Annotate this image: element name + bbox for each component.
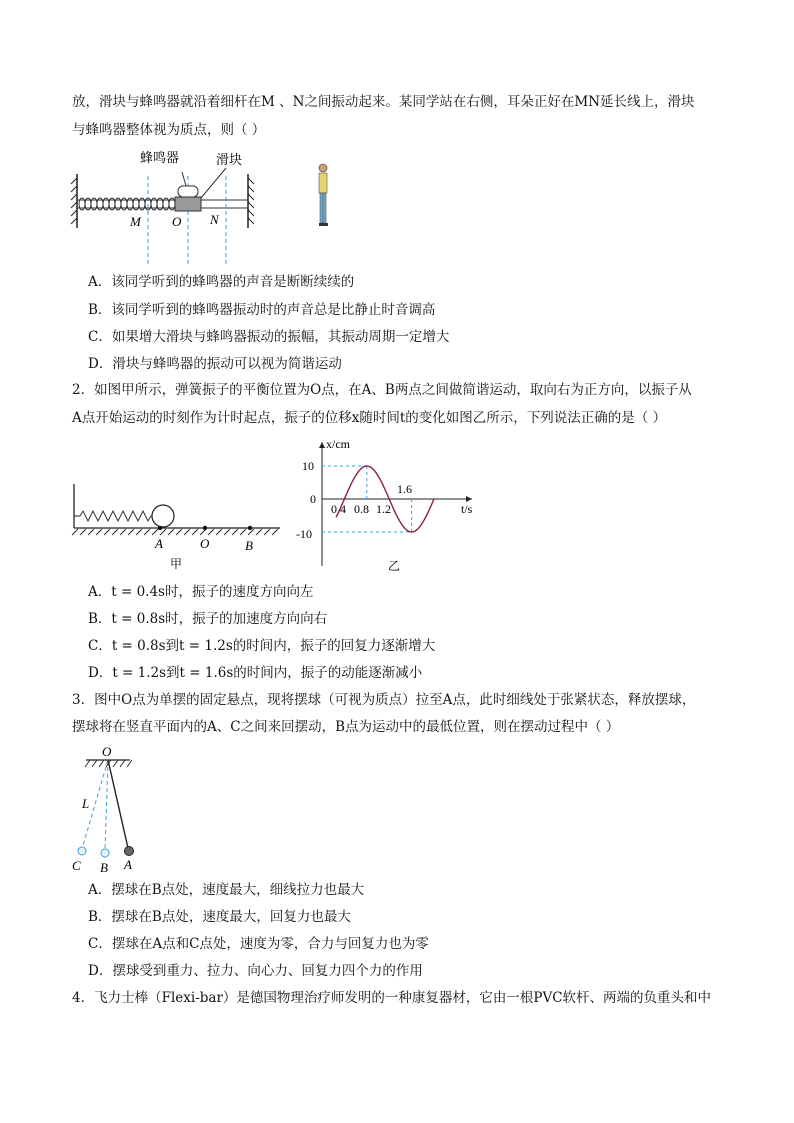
q2-jia-caption: 甲 [170,557,183,571]
q1-label-N: N [210,212,219,227]
q2-yi-tick-12: 1.2 [376,502,391,516]
q1-option-c: C．如果增大滑块与蜂鸣器振动的振幅，其振动周期一定增大 [88,329,450,345]
q4-text-line1: 4．飞力士棒（Flexi-bar）是德国物理治疗师发明的一种康复器材，它由一根PVC软杆、两端的负重头和中 [72,990,712,1006]
q2-figure-jia [70,478,290,578]
student-figure [319,164,328,226]
q2-figure-yi [288,436,488,576]
q3-option-d: D．摆球受到重力、拉力、向心力、回复力四个力的作用 [88,963,423,979]
q1-label-slider: 滑块 [216,152,243,167]
q1-text-line2: 与蜂鸣器整体视为质点，则（ ） [72,122,266,138]
q2-yi-tick-04: 0.4 [331,502,346,516]
q2-text-line1: 2．如图甲所示，弹簧振子的平衡位置为O点，在A、B两点之间做简谐运动，取向右为正方向，以振子从 [72,382,692,398]
q3-label-L: L [82,796,90,811]
q2-jia-label-O: O [200,536,210,551]
q1-label-O: O [172,214,182,229]
q2-yi-tick-10: 10 [302,459,314,473]
q2-yi-tick-0: 0 [310,492,316,506]
q2-yi-tick-m10: -10 [296,527,312,541]
q1-option-b: B．该同学听到的蜂鸣器振动时的声音总是比静止时音调高 [88,302,436,318]
q2-option-c: C．t = 0.8s到t = 1.2s的时间内，振子的回复力逐渐增大 [88,638,436,654]
q2-yi-ylabel: x/cm [326,437,350,451]
q2-yi-tick-16: 1.6 [397,482,412,496]
q2-yi-tick-08: 0.8 [354,502,369,516]
q2-yi-xlabel: t/s [461,502,473,516]
q1-figure [70,146,360,266]
q3-text-line2: 摆球将在竖直平面内的A、C之间来回摆动，B点为运动中的最低位置，则在摆动过程中（ ） [72,719,620,735]
q2-jia-label-B: B [245,538,253,553]
q2-yi-caption: 乙 [388,559,401,573]
q3-option-c: C．摆球在A点和C点处，速度为零，合力与回复力也为零 [88,936,429,952]
q3-option-a: A．摆球在B点处，速度最大，细线拉力也最大 [88,882,365,898]
q1-label-buzzer: 蜂鸣器 [140,150,180,165]
q1-label-M: M [130,214,141,229]
q2-option-a: A．t = 0.4s时，振子的速度方向向左 [88,584,314,600]
q3-label-O: O [102,744,112,759]
q3-option-b: B．摆球在B点处，速度最大，回复力也最大 [88,909,351,925]
q1-option-d: D．滑块与蜂鸣器的振动可以视为简谐运动 [88,356,342,372]
q2-option-b: B．t = 0.8s时，振子的加速度方向向右 [88,611,328,627]
q3-label-B: B [100,860,108,875]
q3-label-C: C [72,858,81,873]
q3-label-A: A [124,857,132,872]
q3-figure [68,744,158,876]
q1-option-a: A．该同学听到的蜂鸣器的声音是断断续续的 [88,274,355,290]
q2-text-line2: A点开始运动的时刻作为计时起点，振子的位移x随时间t的变化如图乙所示，下列说法正确的是（ ） [72,410,667,426]
q3-text-line1: 3．图中O点为单摆的固定悬点，现将摆球（可视为质点）拉至A点，此时细线处于张紧状态，释放摆球， [72,692,696,708]
q2-jia-label-A: A [155,536,163,551]
q2-option-d: D．t = 1.2s到t = 1.6s的时间内，振子的动能逐渐减小 [88,665,423,681]
q1-text-line1: 放，滑块与蜂鸣器就沿着细杆在M 、N之间振动起来。某同学站在右侧，耳朵正好在MN延长线上，滑块 [72,94,695,110]
